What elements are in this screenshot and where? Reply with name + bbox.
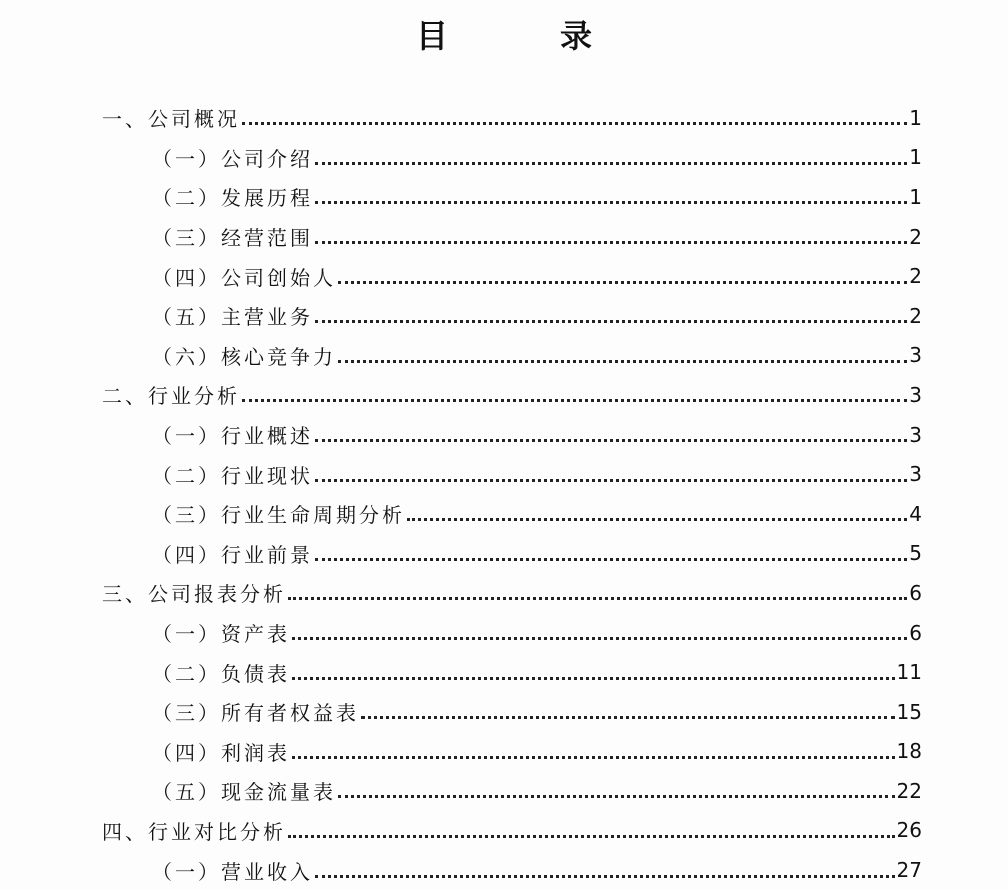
toc-entry-page: 6 (909, 620, 922, 645)
dot-leader (315, 479, 907, 482)
dot-leader (315, 241, 907, 244)
toc-entry-page: 3 (909, 462, 922, 487)
dot-leader (361, 716, 895, 719)
toc-entry-page: 15 (896, 699, 922, 724)
toc-entry[interactable] (102, 98, 922, 138)
toc-entry[interactable] (102, 336, 922, 376)
toc-entry-label: （二）发展历程 (152, 186, 313, 211)
toc-entry[interactable] (102, 692, 922, 732)
toc-entry-page: 3 (909, 382, 922, 407)
toc-entry[interactable] (102, 652, 922, 692)
toc-entry-page: 2 (909, 224, 922, 249)
dot-leader (242, 122, 907, 125)
toc-entry[interactable] (102, 454, 922, 494)
toc-entry-page: 2 (909, 264, 922, 289)
toc-entry[interactable] (102, 494, 922, 534)
toc-entry-page: 1 (909, 184, 922, 209)
toc-entry[interactable] (102, 296, 922, 336)
toc-entry[interactable] (102, 375, 922, 415)
toc-entry-page: 3 (909, 422, 922, 447)
toc-entry-label: （四）公司创始人 (152, 265, 336, 290)
toc-entry-label: （一）资产表 (152, 622, 290, 647)
toc-entry[interactable] (102, 732, 922, 772)
dot-leader (315, 558, 907, 561)
toc-entry[interactable] (102, 850, 922, 890)
toc-entry-label: （一）公司介绍 (152, 146, 313, 171)
dot-leader (242, 399, 907, 402)
dot-leader (338, 795, 895, 798)
toc-entry-label: 三、公司报表分析 (102, 582, 286, 607)
toc-entry-label: （五）现金流量表 (152, 780, 336, 805)
toc-entry-label: （一）营业收入 (152, 859, 313, 884)
dot-leader (315, 201, 907, 204)
dot-leader (315, 875, 895, 878)
toc-entry-label: （四）行业前景 (152, 542, 313, 567)
dot-leader (292, 756, 895, 759)
toc-entry-label: （一）行业概述 (152, 424, 313, 449)
toc-entry-page: 5 (909, 541, 922, 566)
toc-entry[interactable] (102, 811, 922, 851)
toc-entry[interactable] (102, 573, 922, 613)
toc-title: 目 录 (415, 17, 632, 55)
toc-entry-label: （二）负债表 (152, 661, 290, 686)
toc-entry-page: 6 (909, 580, 922, 605)
toc-entry-label: （三）所有者权益表 (152, 701, 359, 726)
toc-entry-page: 26 (896, 818, 922, 843)
toc-entry-page: 27 (896, 858, 922, 883)
toc-entry[interactable] (102, 217, 922, 257)
toc-entry-label: 二、行业分析 (102, 384, 240, 409)
toc-entry[interactable] (102, 613, 922, 653)
toc-entry[interactable] (102, 256, 922, 296)
toc-entry-label: （四）利润表 (152, 740, 290, 765)
dot-leader (315, 162, 907, 165)
toc-entry-label: （二）行业现状 (152, 463, 313, 488)
dot-leader (315, 320, 907, 323)
toc-entry-page: 22 (896, 778, 922, 803)
toc-entry-label: （五）主营业务 (152, 305, 313, 330)
toc-entry-page: 4 (909, 501, 922, 526)
toc-entry[interactable] (102, 415, 922, 455)
dot-leader (288, 835, 895, 838)
toc-entry[interactable] (102, 771, 922, 811)
dot-leader (292, 677, 895, 680)
dot-leader (338, 360, 907, 363)
toc-entry-page: 3 (909, 343, 922, 368)
toc-entry-page: 2 (909, 303, 922, 328)
toc-entry-page: 11 (896, 660, 922, 685)
toc-entry-page: 1 (909, 105, 922, 130)
dot-leader (407, 518, 907, 521)
dot-leader (288, 597, 907, 600)
dot-leader (315, 439, 907, 442)
toc-entry-label: （六）核心竞争力 (152, 344, 336, 369)
toc-entry[interactable] (102, 138, 922, 178)
toc-entry[interactable] (102, 534, 922, 574)
toc-entry[interactable] (102, 177, 922, 217)
dot-leader (338, 281, 907, 284)
toc-entry-label: （三）行业生命周期分析 (152, 503, 405, 528)
toc-entry-page: 1 (909, 145, 922, 170)
toc-entry-label: 一、公司概况 (102, 107, 240, 132)
toc-entry-label: 四、行业对比分析 (102, 819, 286, 844)
toc-entry-page: 18 (896, 739, 922, 764)
toc-entry-label: （三）经营范围 (152, 226, 313, 251)
table-of-contents (102, 98, 922, 890)
dot-leader (292, 637, 907, 640)
